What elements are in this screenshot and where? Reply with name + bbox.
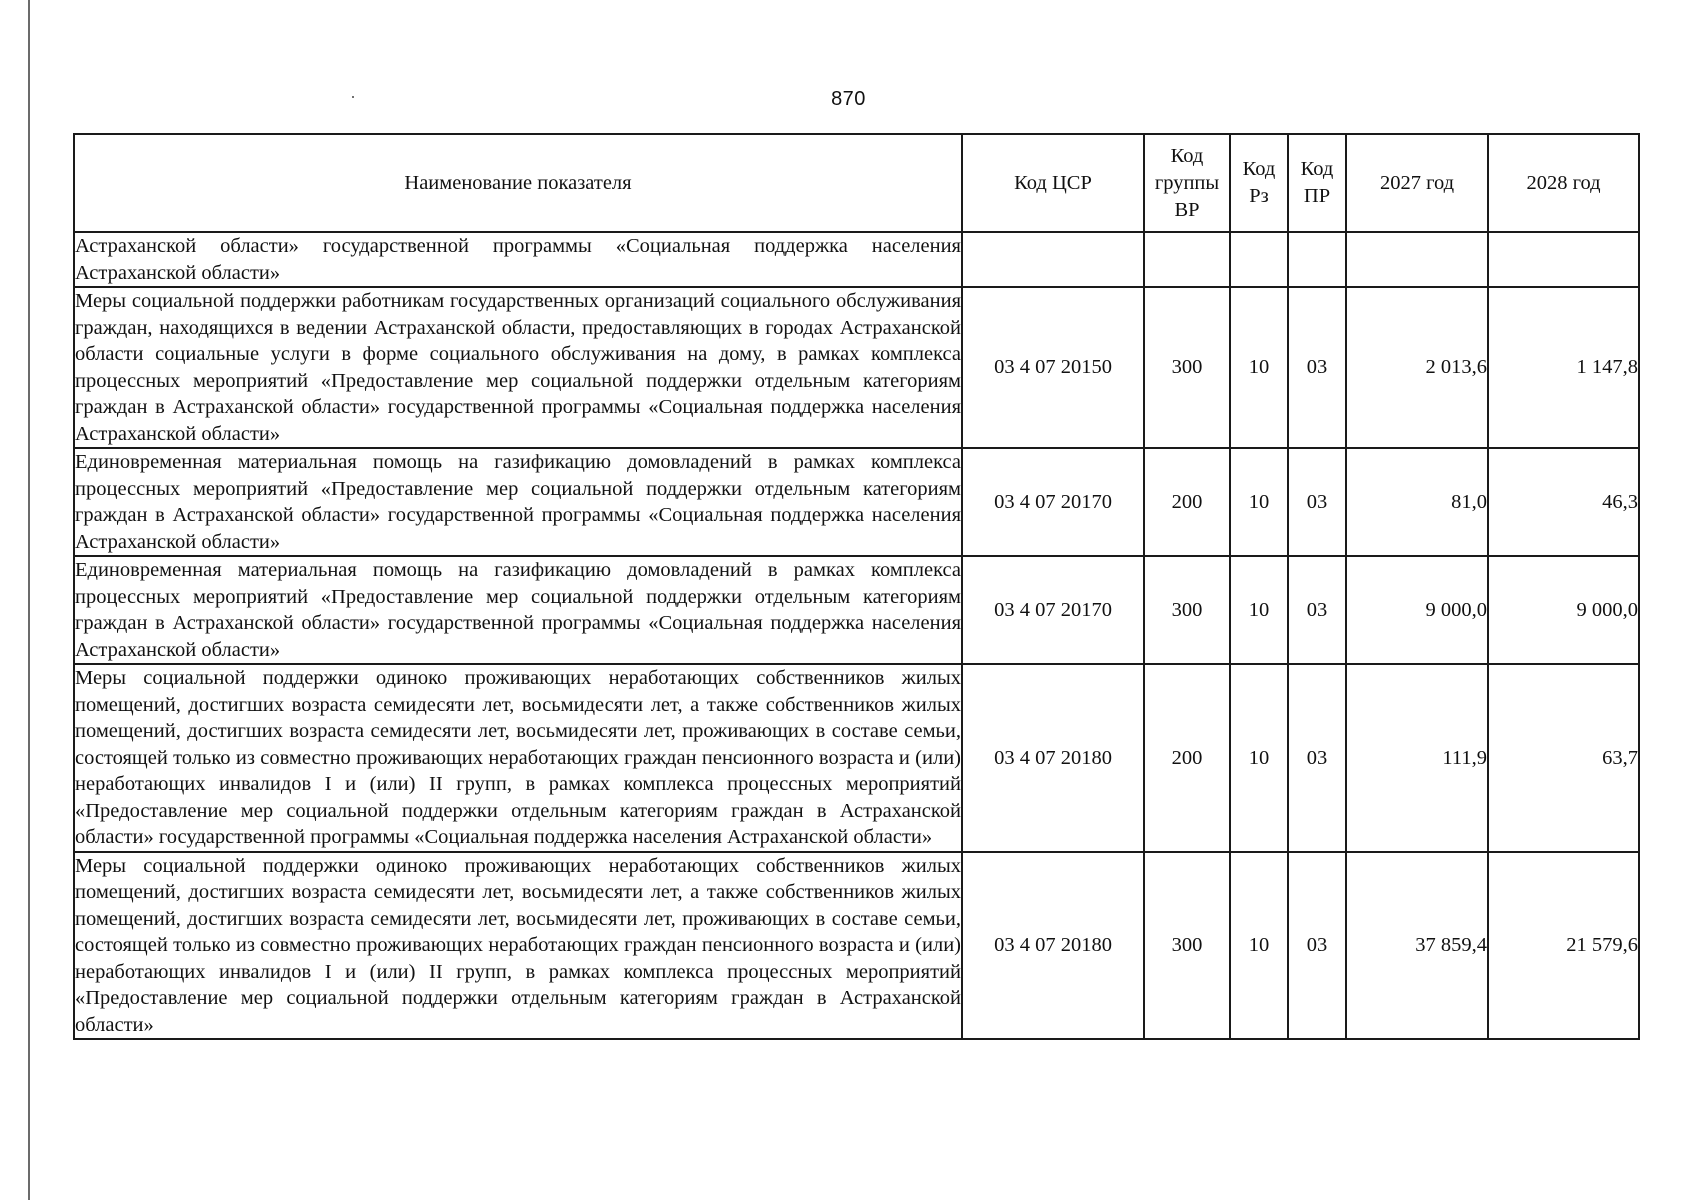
header-2028: 2028 год [1488,134,1639,232]
header-2027: 2027 год [1346,134,1488,232]
row-vr: 200 [1144,664,1230,852]
row-pr: 03 [1288,556,1346,664]
row-2027: 111,9 [1346,664,1488,852]
row-csr: 03 4 07 20150 [962,287,1144,448]
row-2028: 21 579,6 [1488,852,1639,1040]
row-rz: 10 [1230,448,1288,556]
row-csr: 03 4 07 20170 [962,556,1144,664]
table-row [74,232,1639,287]
header-vr [1144,134,1230,232]
page-margin-line [28,0,30,1200]
header-csr: Код ЦСР [962,134,1144,232]
row-rz: 10 [1230,556,1288,664]
row-vr: 300 [1144,852,1230,1040]
row-2027: 81,0 [1346,448,1488,556]
header-rz-line-2: Рз [1249,185,1269,207]
row-vr: 300 [1144,287,1230,448]
budget-table [73,133,1640,1040]
row-csr: 03 4 07 20180 [962,664,1144,852]
row-pr: 03 [1288,287,1346,448]
row-vr: 200 [1144,448,1230,556]
row-2027: 2 013,6 [1346,287,1488,448]
row-2028: 63,7 [1488,664,1639,852]
header-pr [1288,134,1346,232]
row-vr: 300 [1144,556,1230,664]
table-row [74,556,1639,664]
row-csr: 03 4 07 20180 [962,852,1144,1040]
header-rz-line-1: Код [1242,158,1276,180]
page-number: 870 [831,88,866,110]
row-name: Единовременная материальная помощь на газификацию домовладений в рамках комплекса процессных мероприятий «Предоставление мер социальной поддержки отдельным категориям граждан в Астраханской области» государственной программы «Социальная поддержка населения Астраханской области» [74,556,962,664]
row-name: Меры социальной поддержки одиноко проживающих неработающих собственников жилых помещений, достигших возраста семидесяти лет, восьмидесяти лет, а также собственников жилых помещений, достигших возраста семидесяти лет, восьмидесяти лет, проживающих в составе семьи, состоящей только из совместно проживающих неработающих граждан пенсионного возраста и (или) неработающих инвалидов I и (или) II групп, в рамках комплекса процессных мероприятий «Предоставление мер социальной поддержки отдельным категориям граждан в Астраханской области» государственной программы «Социальная поддержка населения Астраханской области» [74,664,962,852]
row-2028: 1 147,8 [1488,287,1639,448]
row-2027: 9 000,0 [1346,556,1488,664]
header-pr-line-1: Код [1300,158,1334,180]
row-name: Астраханской области» государственной программы «Социальная поддержка населения Астраханской области» [74,232,962,287]
table-row [74,287,1639,448]
table-row [74,852,1639,1040]
row-2027 [1346,232,1488,287]
header-rz [1230,134,1288,232]
row-name: Меры социальной поддержки одиноко проживающих неработающих собственников жилых помещений, достигших возраста семидесяти лет, восьмидесяти лет, а также собственников жилых помещений, достигших возраста семидесяти лет, восьмидесяти лет, проживающих в составе семьи, состоящей только из совместно проживающих неработающих граждан пенсионного возраста и (или) неработающих инвалидов I и (или) II групп, в рамках комплекса процессных мероприятий «Предоставление мер социальной поддержки отдельным категориям граждан в Астраханской области» [74,852,962,1040]
header-vr-line-2: группы [1154,171,1220,194]
row-2027: 37 859,4 [1346,852,1488,1040]
row-pr: 03 [1288,448,1346,556]
row-2028: 46,3 [1488,448,1639,556]
header-vr-line-3: ВР [1174,198,1200,221]
row-rz: 10 [1230,852,1288,1040]
table-row [74,448,1639,556]
row-rz [1230,232,1288,287]
table-row [74,664,1639,852]
row-2028 [1488,232,1639,287]
table-header-row [74,134,1639,232]
row-rz: 10 [1230,287,1288,448]
row-pr: 03 [1288,852,1346,1040]
header-pr-line-2: ПР [1303,185,1331,207]
row-name: Единовременная материальная помощь на газификацию домовладений в рамках комплекса процессных мероприятий «Предоставление мер социальной поддержки отдельным категориям граждан в Астраханской области» государственной программы «Социальная поддержка населения Астраханской области» [74,448,962,556]
header-vr-line-1: Код [1170,144,1204,167]
row-csr [962,232,1144,287]
row-vr [1144,232,1230,287]
row-pr: 03 [1288,664,1346,852]
row-name: Меры социальной поддержки работникам государственных организаций социального обслуживания граждан, находящихся в ведении Астраханской области, предоставляющих в городах Астраханской области социальные услуги в форме социального обслуживания на дому, в рамках комплекса процессных мероприятий «Предоставление мер социальной поддержки отдельным категориям граждан в Астраханской области» государственной программы «Социальная поддержка населения Астраханской области» [74,287,962,448]
row-2028: 9 000,0 [1488,556,1639,664]
row-rz: 10 [1230,664,1288,852]
row-csr: 03 4 07 20170 [962,448,1144,556]
header-name: Наименование показателя [74,134,962,232]
row-pr [1288,232,1346,287]
